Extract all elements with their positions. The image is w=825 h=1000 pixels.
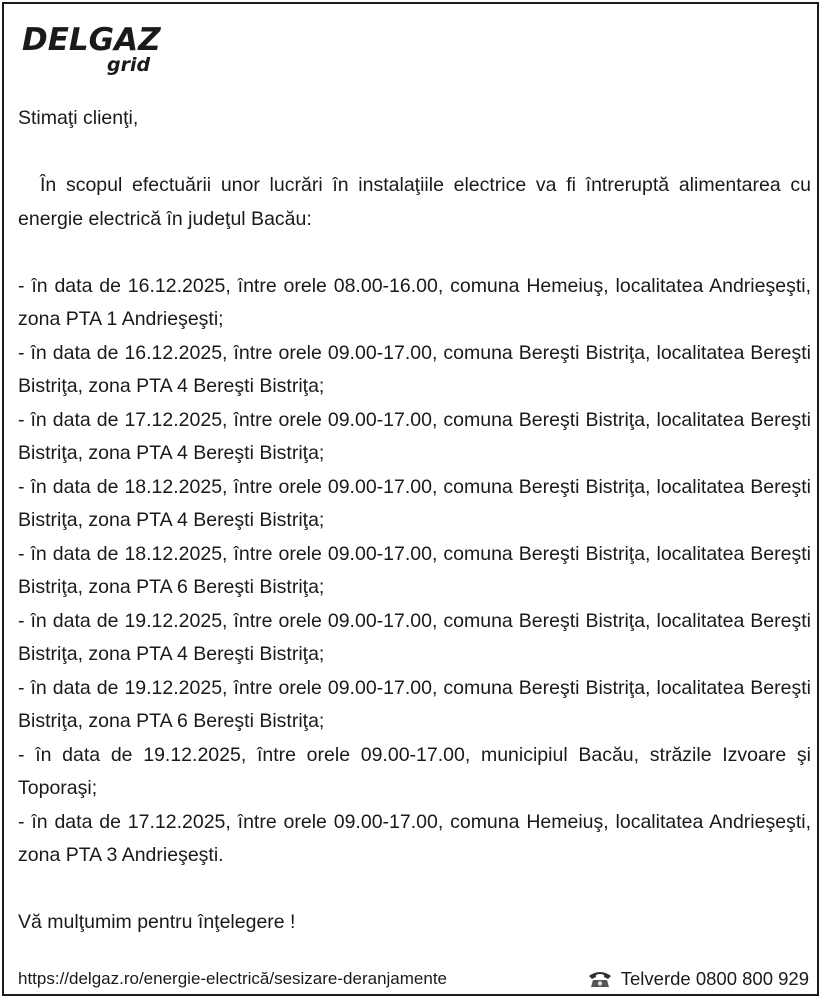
greeting: Stimaţi clienţi, [18, 107, 139, 129]
closing-line: Vă mulţumim pentru înţelegere ! [18, 911, 296, 933]
outage-item: - în data de 16.12.2025, între orele 09.00-17.00, comuna Bereşti Bistriţa, localitatea Bereşti Bistriţa, zona PTA 4 Bereşti Bistriţa; [18, 341, 811, 397]
outage-item: - în data de 19.12.2025, între orele 09.00-17.00, comuna Bereşti Bistriţa, localitatea Bereşti Bistriţa, zona PTA 6 Bereşti Bistriţa; [18, 676, 811, 732]
telephone-icon [587, 969, 613, 989]
outage-item: - în data de 18.12.2025, între orele 09.00-17.00, comuna Bereşti Bistriţa, localitatea Bereşti Bistriţa, zona PTA 6 Bereşti Bistriţa; [18, 542, 811, 598]
outage-item: - în data de 16.12.2025, între orele 08.00-16.00, comuna Hemeiuş, localitatea Andrieşeşti, zona PTA 1 Andrieşeşti; [18, 274, 811, 330]
outage-item: - în data de 19.12.2025, între orele 09.00-17.00, comuna Bereşti Bistriţa, localitatea Bereşti Bistriţa, zona PTA 4 Bereşti Bistriţa; [18, 609, 811, 665]
footer-phone [587, 965, 809, 993]
outage-item: - în data de 17.12.2025, între orele 09.00-17.00, comuna Hemeiuş, localitatea Andrieşeşti, zona PTA 3 Andrieşeşti. [18, 810, 811, 866]
footer-link[interactable]: https://delgaz.ro/energie-electrică/sesizare-deranjamente [18, 969, 448, 988]
phone-number: Telverde 0800 800 929 [620, 968, 809, 989]
outage-item: - în data de 17.12.2025, între orele 09.00-17.00, comuna Bereşti Bistriţa, localitatea Bereşti Bistriţa, zona PTA 4 Bereşti Bistriţa; [18, 408, 811, 464]
notice-body [18, 102, 811, 940]
delgaz-grid-logo [22, 22, 172, 82]
notice-frame [2, 2, 819, 996]
logo-wordmark: DELGAZ [22, 22, 161, 58]
logo-subtitle: grid [107, 54, 151, 76]
outage-item: - în data de 19.12.2025, între orele 09.00-17.00, municipiul Bacău, străzile Izvoare şi Toporaşi; [18, 743, 811, 799]
intro-paragraph: În scopul efectuării unor lucrări în instalaţiile electrice va fi întreruptă alimentarea cu energie electrică în judeţul Bacău: [18, 174, 811, 230]
outage-list [18, 270, 811, 873]
outage-item: - în data de 18.12.2025, între orele 09.00-17.00, comuna Bereşti Bistriţa, localitatea Bereşti Bistriţa, zona PTA 4 Bereşti Bistriţa; [18, 475, 811, 531]
